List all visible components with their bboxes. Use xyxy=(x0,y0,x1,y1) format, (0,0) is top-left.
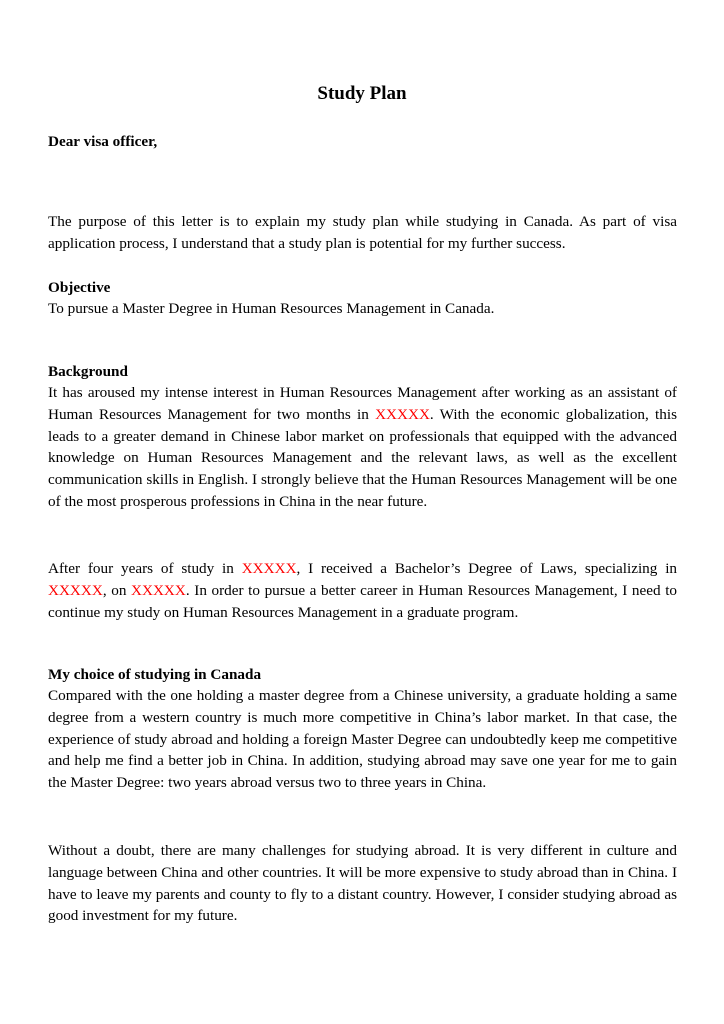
choice-heading: My choice of studying in Canada xyxy=(48,666,262,683)
document-title: Study Plan xyxy=(317,83,407,104)
study-text-d: . In order to pursue a better career in Human Resources Management, I need to continue my study on Human Resources Management in a graduate program. xyxy=(48,581,678,621)
background-paragraph xyxy=(48,382,677,513)
choice-paragraph: Compared with the one holding a master degree from a Chinese university, a graduate holding a same degree from a western country is much more competitive in China’s labor market. In that case, the experience of study abroad and holding a foreign Master Degree can undoubtedly keep me competitive and help me find a better job in China. In addition, studying abroad may save one year for me to gain the Master Degree: two years abroad versus two to three years in China. xyxy=(48,687,677,792)
background-text-a: It has aroused my intense interest in Human Resources Management after working as an assistant of Human Resources Management for two months in xyxy=(48,384,677,423)
study-text-b: , I received a Bachelor’s Degree of Laws, specializing in xyxy=(296,560,678,577)
placeholder-employer: XXXXX xyxy=(375,405,430,423)
placeholder-university: XXXXX xyxy=(241,560,297,577)
intro-paragraph: The purpose of this letter is to explain my study plan while studying in Canada. As part of visa application process, I understand that a study plan is potential for my further success. xyxy=(48,213,677,252)
placeholder-specialization: XXXXX xyxy=(131,581,186,599)
challenges-paragraph: Without a doubt, there are many challenges for studying abroad. It is very different in culture and language between China and other countries. It will be more expensive to study abroad than in China. I have to leave my parents and county to fly to a distant country. However, I consider studying abroad as good investment for my future. xyxy=(48,842,677,925)
study-paragraph xyxy=(48,558,677,623)
study-text-a: After four years of study in xyxy=(48,560,242,577)
placeholder-major: XXXXX xyxy=(48,581,103,599)
study-text-c: , on xyxy=(102,581,132,599)
background-text-b: . With the economic globalization, this leads to a greater demand in Chinese labor market on professionals that equipped with the advanced knowledge on Human Resources Management and the relevant laws, as well as the excellent communication skills in English. I strongly believe that the Human Resources Management will be one of the most prosperous professions in China in the near future. xyxy=(48,405,677,510)
background-heading: Background xyxy=(48,363,128,380)
salutation: Dear visa officer, xyxy=(48,133,158,150)
objective-heading: Objective xyxy=(48,279,111,296)
objective-paragraph: To pursue a Master Degree in Human Resources Management in Canada. xyxy=(48,300,495,317)
